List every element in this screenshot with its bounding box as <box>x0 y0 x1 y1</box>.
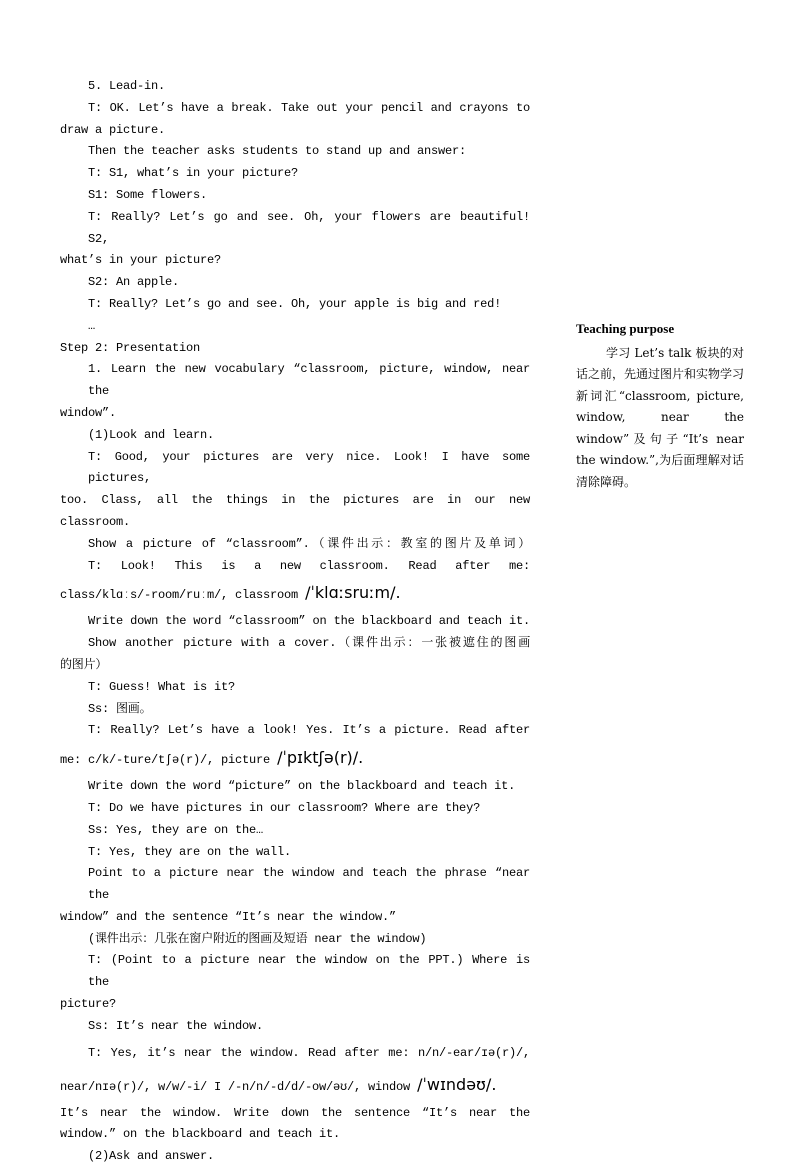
text-line: T: Good, your pictures are very nice. Look! I have some pictures, <box>88 449 530 486</box>
text-line: It’s near the window. Write down the sentence “It’s near the <box>60 1105 530 1120</box>
text-line: T: Really? Let’s go and see. Oh, your flowers are beautiful! S2, <box>88 209 530 246</box>
text-line: what’s in your picture? <box>60 253 222 268</box>
phonics-text: me: c/k/-ture/tʃə(r)/, picture <box>60 753 271 768</box>
text-line: S2: An apple. <box>88 275 180 290</box>
text-line: T: Do we have pictures in our classroom? Where are they? <box>88 800 481 815</box>
text-line: T: Yes, it’s near the window. Read after me: n/n/-ear/ɪə(r)/, <box>88 1045 530 1060</box>
text-line: window.” on the blackboard and teach it. <box>60 1127 341 1142</box>
text-line <box>60 742 530 776</box>
text-line: 5. Lead-in. <box>88 79 166 93</box>
text-line: too. Class, all the things in the pictures are in our new classroom. <box>60 493 530 529</box>
lesson-plan-body <box>60 76 530 1168</box>
text-line: Show another picture with a cover.（课件出示：一张被遮住的图画 <box>88 636 530 651</box>
phonetic-transcription: /ˈklɑːsruːm/. <box>305 583 401 603</box>
text-line: T: Look! This is a new classroom. Read after me: <box>88 558 530 573</box>
text-line: Write down the word “classroom” on the blackboard and teach it. <box>88 614 530 629</box>
text-line: (1)Look and learn. <box>88 427 215 442</box>
section-heading: Step 2: Presentation <box>60 340 201 355</box>
text-line: S1: Some flowers. <box>88 187 208 202</box>
text-line: Ss: Yes, they are on the… <box>88 822 264 837</box>
note-title: Teaching purpose <box>576 321 675 336</box>
text-line <box>60 1069 530 1103</box>
text-line: Point to a picture near the window and teach the phrase “near the <box>88 866 530 903</box>
text-line: picture? <box>60 997 117 1012</box>
text-line: Ss: 图画。 <box>88 701 152 716</box>
text-line: Write down the word “picture” on the blackboard and teach it. <box>88 779 516 794</box>
phonics-text: class/klɑːs/-room/ruːm/, classroom <box>60 588 299 603</box>
text-line: T: OK. Let’s have a break. Take out your pencil and crayons to <box>88 100 530 115</box>
text-line: T: Yes, they are on the wall. <box>88 844 292 859</box>
text-line: 1. Learn the new vocabulary “classroom, picture, window, near the <box>88 362 530 399</box>
text-line: T: Really? Let’s have a look! Yes. It’s a picture. Read after <box>88 723 530 738</box>
text-line: Show a picture of “classroom”.（课件出示：教室的图片及单词） <box>88 536 530 551</box>
text-line: T: S1, what’s in your picture? <box>88 166 299 181</box>
phonetic-transcription: /ˈpɪktʃə(r)/. <box>277 748 364 768</box>
text-line: … <box>88 318 96 333</box>
teaching-purpose-note <box>576 318 744 493</box>
text-line: Ss: It’s near the window. <box>88 1018 264 1033</box>
text-line: (课件出示：几张在窗户附近的图画及短语 near the window) <box>88 931 427 946</box>
text-line: (2)Ask and answer. <box>88 1149 215 1164</box>
text-line <box>60 577 530 611</box>
note-text: 学习 Let’s talk 板块的对话之前，先通过图片和实物学习新词汇“classroom, picture, window, near the window”及句子“It’s near the window.”,为后面理解对话清除障碍。 <box>576 345 745 489</box>
text-line: T: Really? Let’s go and see. Oh, your apple is big and red! <box>88 296 502 311</box>
text-line: T: (Point to a picture near the window on the PPT.) Where is the <box>88 953 530 990</box>
text-line: T: Guess! What is it? <box>88 679 236 694</box>
phonetic-transcription: /ˈwɪndəʊ/. <box>417 1074 497 1094</box>
phonics-text: near/nɪə(r)/, w/w/-i/ I /-n/n/-d/d/-ow/əʊ/, window <box>60 1079 411 1094</box>
text-line: Then the teacher asks students to stand up and answer: <box>88 144 467 159</box>
text-line: window” and the sentence “It’s near the window.” <box>60 909 397 924</box>
text-line: window”. <box>60 405 117 420</box>
text-line: draw a picture. <box>60 122 166 137</box>
text-line: 的图片） <box>60 657 108 672</box>
